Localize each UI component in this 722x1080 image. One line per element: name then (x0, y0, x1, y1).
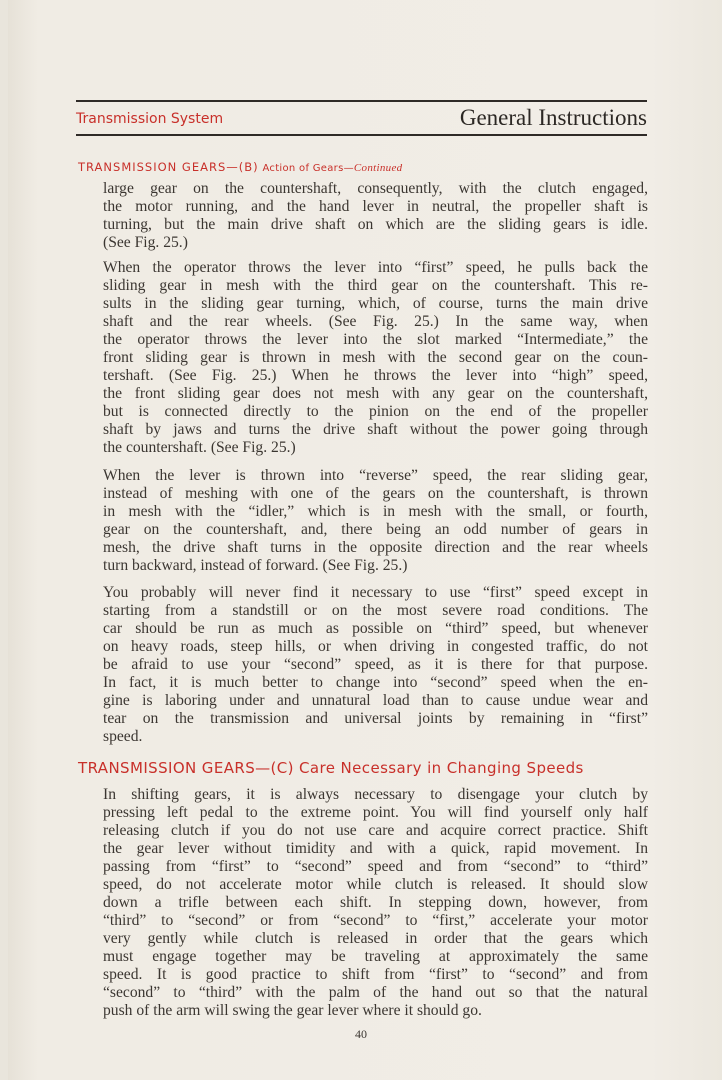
text-line: the countershaft. (See Fig. 25.) (103, 439, 296, 456)
section-heading-b-continued: Continued (353, 162, 403, 174)
text-line: very gently while clutch is released in order that the gears which (103, 930, 648, 947)
text-line: When the lever is thrown into “reverse” speed, the rear sliding gear, (103, 467, 648, 484)
text-line: (See Fig. 25.) (103, 234, 188, 251)
text-line: speed. It is good practice to shift from “first” to “second” and from (103, 966, 648, 983)
text-line: mesh, the drive shaft turns in the opposite direction and the rear wheels (103, 539, 648, 556)
text-line: the front sliding gear does not mesh with any gear on the countershaft, (103, 385, 648, 402)
text-line: “third” to “second” or from “second” to “first,” accelerate your motor (103, 912, 648, 929)
text-line: tershaft. (See Fig. 25.) When he throws the lever into “high” speed, (103, 367, 648, 384)
text-line: passing from “first” to “second” speed and from “second” to “third” (103, 858, 648, 875)
text-line: speed. (103, 728, 143, 745)
paragraph (103, 786, 648, 1020)
section-heading-b-caps: TRANSMISSION GEARS—(B) (78, 160, 259, 174)
text-line: in mesh with the “idler,” which is in mesh with the small, or fourth, (103, 503, 648, 520)
text-line: shaft and the rear wheels. (See Fig. 25.) In the same way, when (103, 313, 648, 330)
text-line: instead of meshing with one of the gears on the countershaft, is thrown (103, 485, 648, 502)
text-line: turn backward, instead of forward. (See Fig. 25.) (103, 557, 408, 574)
text-line: push of the arm will swing the gear lever where it should go. (103, 1002, 482, 1019)
text-line: car should be run as much as possible on “third” speed, but whenever (103, 620, 648, 637)
paragraph (103, 259, 648, 457)
text-line: sults in the sliding gear turning, which, of course, turns the main drive (103, 295, 648, 312)
text-line: In shifting gears, it is always necessary to disengage your clutch by (103, 786, 648, 803)
text-line: but is connected directly to the pinion on the end of the propeller (103, 403, 648, 420)
text-line: speed, do not accelerate motor while clutch is released. It should slow (103, 876, 648, 893)
text-line: be afraid to use your “second” speed, as it is there for that purpose. (103, 656, 648, 673)
text-line: sliding gear in mesh with the third gear on the countershaft. This re- (103, 277, 648, 294)
section-heading-b-title: Action of Gears— (262, 163, 354, 174)
paragraph (103, 467, 648, 575)
text-line: In fact, it is much better to change into “second” speed when the en- (103, 674, 648, 691)
text-line: the operator throws the lever into the slot marked “Intermediate,” the (103, 331, 648, 348)
header-rule-bottom (76, 134, 647, 136)
text-line: shaft by jaws and turns the drive shaft without the power going through (103, 421, 648, 438)
text-line: front sliding gear is thrown in mesh with the second gear on the coun- (103, 349, 648, 366)
section-heading-b (78, 160, 402, 174)
text-line: the motor running, and the hand lever in neutral, the propeller shaft is (103, 198, 648, 215)
text-line: starting from a standstill or on the most severe road conditions. The (103, 602, 648, 619)
paragraph (103, 584, 648, 746)
text-line: tear on the transmission and universal joints by remaining in “first” (103, 710, 648, 727)
section-heading-c: TRANSMISSION GEARS—(C) Care Necessary in Changing Speeds (78, 759, 584, 777)
text-line: You probably will never find it necessary to use “first” speed except in (103, 584, 648, 601)
text-line: the gear lever without timidity and with a quick, rapid movement. In (103, 840, 648, 857)
text-line: large gear on the countershaft, consequently, with the clutch engaged, (103, 180, 648, 197)
text-line: gear on the countershaft, and, there being an odd number of gears in (103, 521, 648, 538)
header-rule-top (76, 100, 647, 102)
text-line: must engage together may be traveling at approximately the same (103, 948, 648, 965)
text-line: down a trifle between each shift. In stepping down, however, from (103, 894, 648, 911)
text-line: “second” to “third” with the palm of the hand out so that the natural (103, 984, 648, 1001)
text-line: turning, but the main drive shaft on which are the sliding gears is idle. (103, 216, 648, 233)
text-line: pressing left pedal to the extreme point. You will find yourself only half (103, 804, 648, 821)
page-number: 40 (355, 1027, 367, 1041)
running-header-title: General Instructions (459, 105, 647, 130)
text-line: When the operator throws the lever into “first” speed, he pulls back the (103, 259, 648, 276)
paragraph (103, 180, 648, 252)
text-line: releasing clutch if you do not use care and acquire correct practice. Shift (103, 822, 648, 839)
running-header-section: Transmission System (76, 111, 224, 127)
text-line: on heavy roads, steep hills, or when driving in congested traffic, do not (103, 638, 648, 655)
text-line: gine is laboring under and unnatural load than to cause undue wear and (103, 692, 648, 709)
